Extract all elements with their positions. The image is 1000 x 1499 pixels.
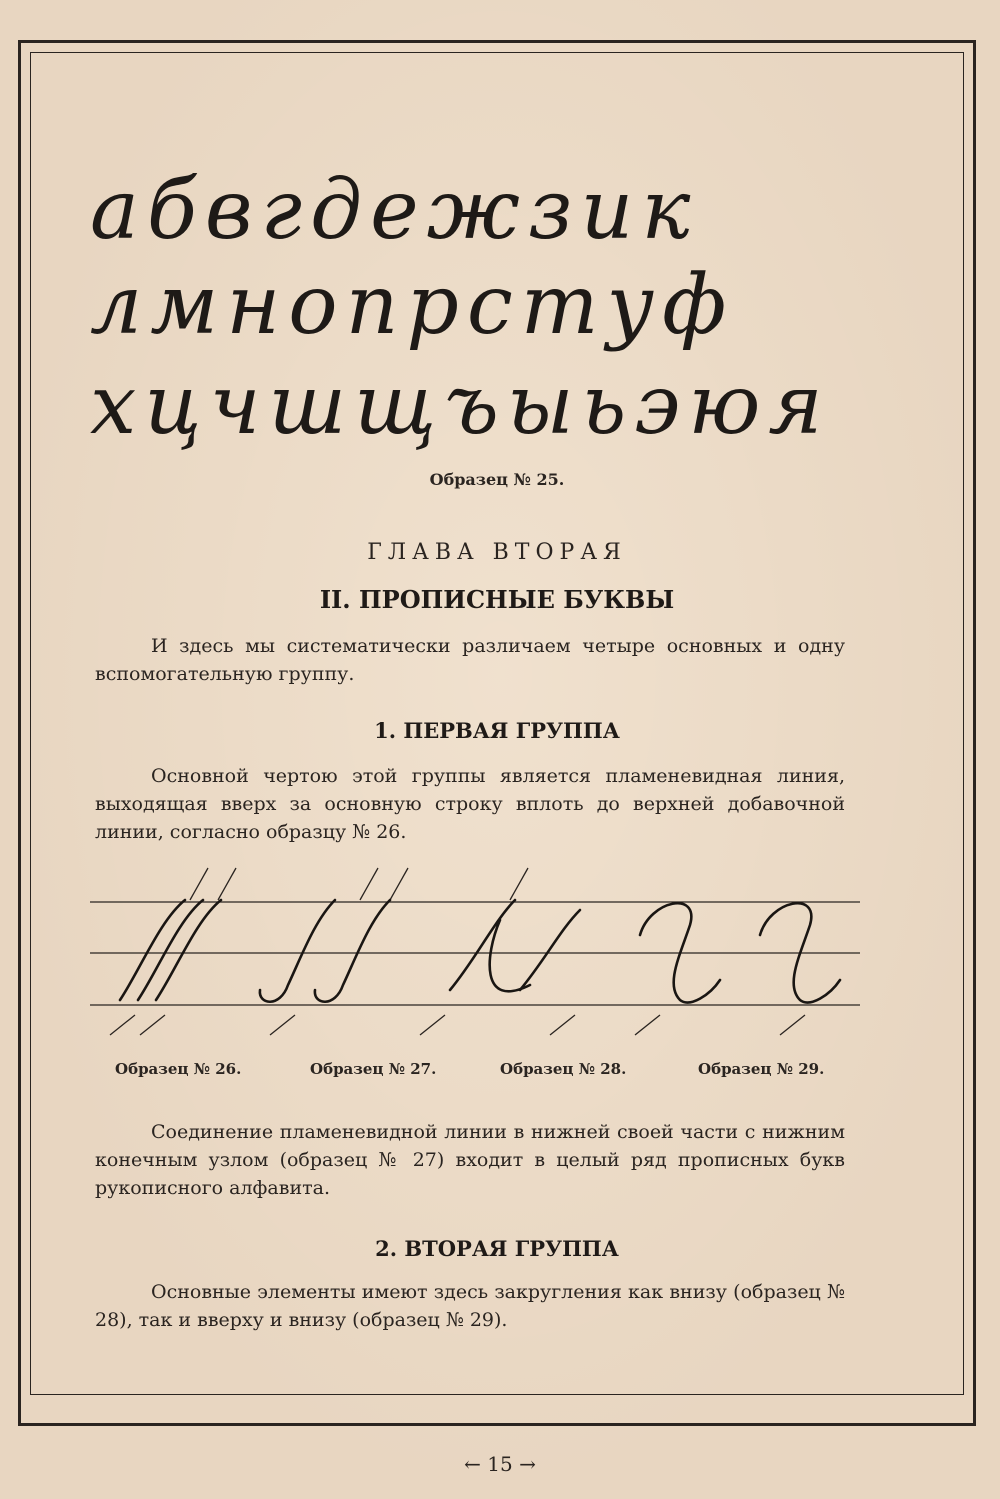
- section-2-heading: 2. ВТОРАЯ ГРУППА: [375, 1236, 619, 1261]
- alphabet-line-3: хцчшщъыьэюя: [90, 358, 831, 453]
- alphabet-caption: Образец № 25.: [429, 470, 565, 489]
- specimen-28-caption: Образец № 28.: [500, 1060, 627, 1078]
- flame-loop-2: [315, 900, 390, 1002]
- script-alphabet-sample: [90, 150, 910, 460]
- round-bottom-2: [520, 910, 580, 990]
- flame-loop-1: [260, 900, 335, 1002]
- specimen-29-caption: Образец № 29.: [698, 1060, 825, 1078]
- flame-line-1: [120, 900, 185, 1000]
- chapter-label: ГЛАВА ВТОРАЯ: [367, 540, 627, 565]
- section-1-continued-paragraph: Соединение пламеневидной линии в нижней своей части с нижним конечным узлом (образец № 27) входит в целый ряд прописных букв рукописного алфавита.: [95, 1121, 845, 1199]
- specimen-lines-figure: [80, 860, 870, 1050]
- round-bottom-1: [450, 900, 530, 991]
- page-number: ← 15 →: [464, 1452, 536, 1476]
- section-1-heading: 1. ПЕРВАЯ ГРУППА: [374, 718, 620, 743]
- alphabet-line-2: лмнопрстуф: [90, 258, 735, 353]
- specimen-26-caption: Образец № 26.: [115, 1060, 242, 1078]
- chapter-intro-paragraph: И здесь мы систематически различаем четыре основных и одну вспомогательную группу.: [95, 635, 845, 685]
- specimen-27-caption: Образец № 27.: [310, 1060, 437, 1078]
- section-1-paragraph: Основной чертою этой группы является пламеневидная линия, выходящая вверх за основную строку вплоть до верхней добавочной линии, согласно образцу № 26.: [95, 765, 845, 843]
- chapter-title: II. ПРОПИСНЫЕ БУКВЫ: [319, 585, 675, 614]
- alphabet-line-1: абвгдежзик: [90, 163, 699, 258]
- section-2-paragraph: Основные элементы имеют здесь закругления как внизу (образец № 28), так и вверху и внизу (образец № 29).: [95, 1281, 845, 1331]
